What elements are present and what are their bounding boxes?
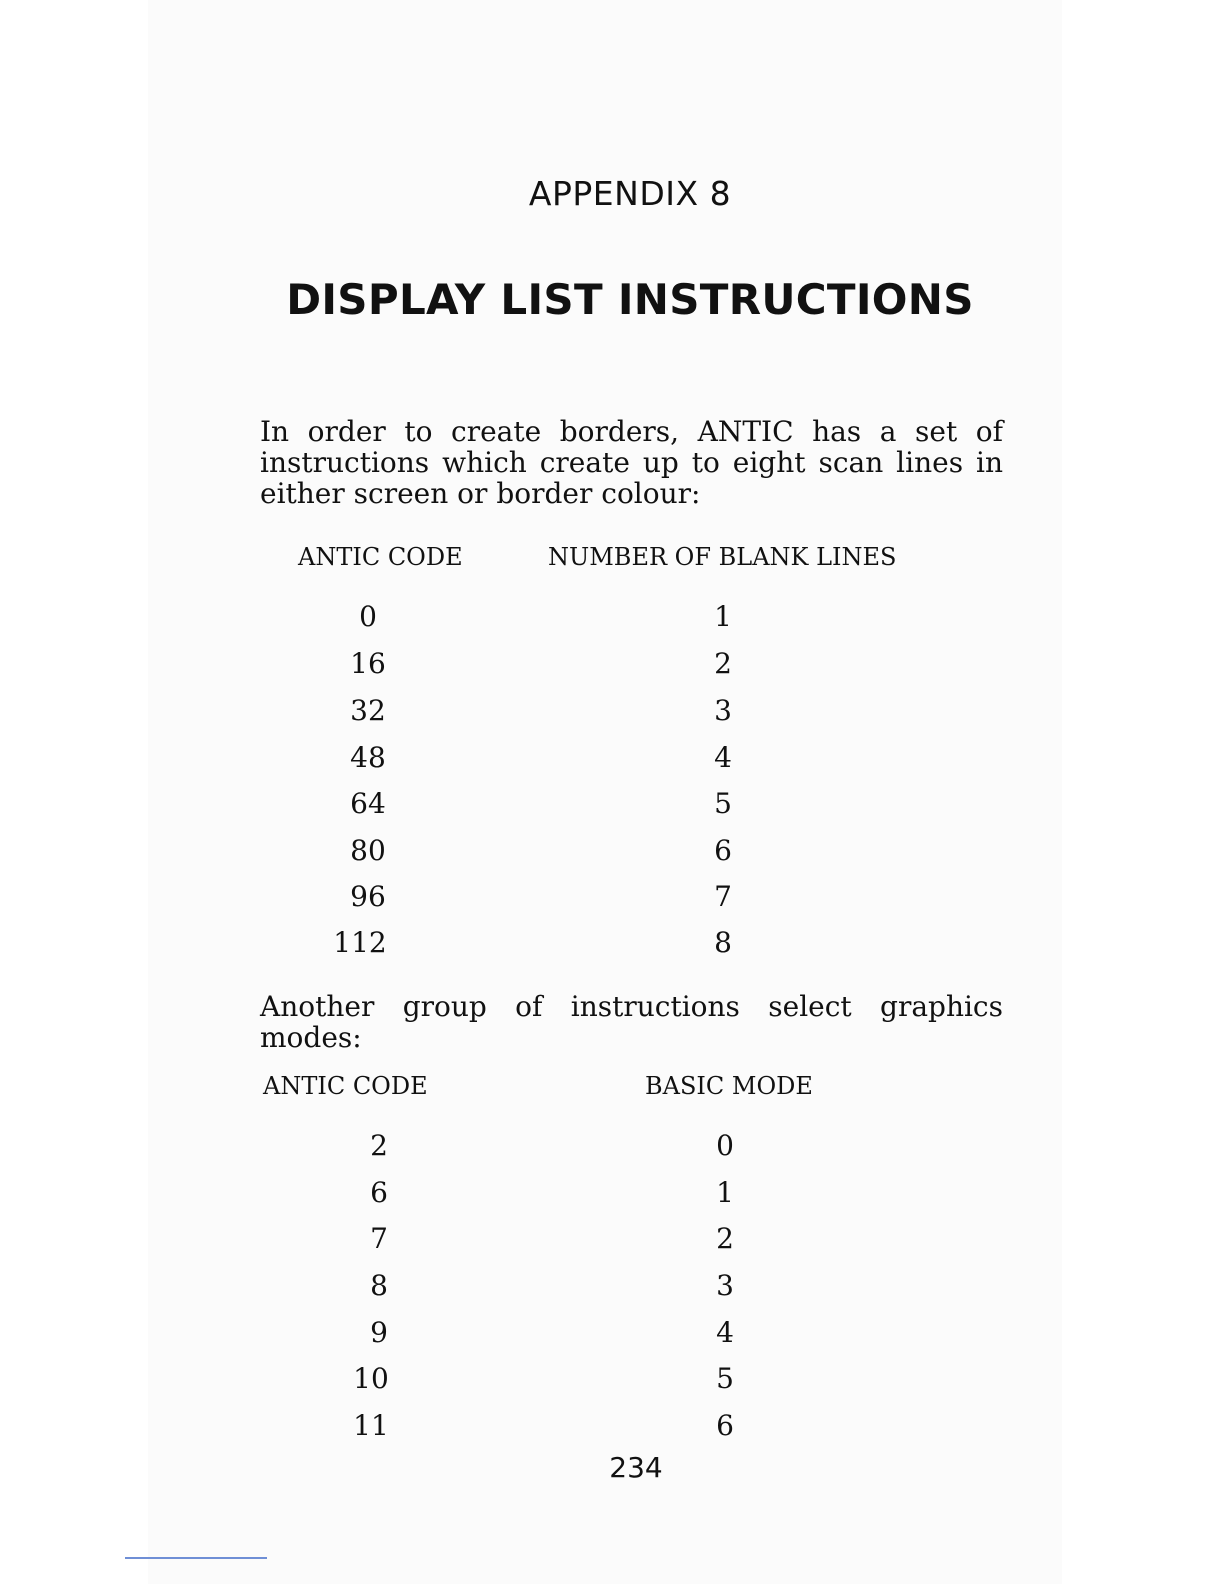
blank-lines-code-cell: 64 [350, 787, 386, 820]
blank-lines-count-cell: 7 [714, 880, 732, 913]
page-title: DISPLAY LIST INSTRUCTIONS [286, 275, 974, 324]
blank-lines-count-cell: 5 [714, 787, 732, 820]
footer-rule [125, 1557, 267, 1559]
blank-lines-count-cell: 8 [714, 926, 732, 959]
modes-code-cell: 2 [370, 1129, 388, 1162]
modes-basic-cell: 5 [716, 1362, 734, 1395]
blank-lines-count-cell: 1 [714, 600, 732, 633]
blank-lines-code-cell: 48 [350, 741, 386, 774]
blank-lines-code-cell: 0 [359, 600, 377, 633]
blank-lines-count-cell: 6 [714, 834, 732, 867]
page-sheet [148, 0, 1062, 1584]
modes-basic-cell: 1 [716, 1176, 734, 1209]
modes-basic-cell: 3 [716, 1269, 734, 1302]
modes-code-cell: 11 [353, 1409, 389, 1442]
blank-lines-count-cell: 4 [714, 741, 732, 774]
modes-basic-cell: 6 [716, 1409, 734, 1442]
modes-code-cell: 7 [370, 1222, 388, 1255]
modes-code-cell: 6 [370, 1176, 388, 1209]
modes-basic-cell: 4 [716, 1316, 734, 1349]
modes-header-antic-code: ANTIC CODE [263, 1072, 428, 1100]
modes-code-cell: 8 [370, 1269, 388, 1302]
blank-lines-header-number: NUMBER OF BLANK LINES [548, 543, 897, 571]
blank-lines-count-cell: 2 [714, 647, 732, 680]
blank-lines-code-cell: 112 [333, 926, 387, 959]
blank-lines-code-cell: 96 [350, 880, 386, 913]
modes-code-cell: 10 [353, 1362, 389, 1395]
blank-lines-code-cell: 32 [350, 694, 386, 727]
appendix-label: APPENDIX 8 [528, 174, 732, 213]
modes-header-basic-mode: BASIC MODE [645, 1072, 813, 1100]
page-number: 234 [609, 1451, 663, 1484]
modes-code-cell: 9 [370, 1316, 388, 1349]
blank-lines-header-antic-code: ANTIC CODE [298, 543, 463, 571]
intro-paragraph: In order to create borders, ANTIC has a set of instructions which create up to eight scan lines in either screen or border colour: [260, 415, 1003, 510]
modes-basic-cell: 0 [716, 1129, 734, 1162]
modes-paragraph: Another group of instructions select graphics modes: [260, 990, 1003, 1054]
blank-lines-count-cell: 3 [714, 694, 732, 727]
modes-basic-cell: 2 [716, 1222, 734, 1255]
blank-lines-code-cell: 16 [350, 647, 386, 680]
blank-lines-code-cell: 80 [350, 834, 386, 867]
